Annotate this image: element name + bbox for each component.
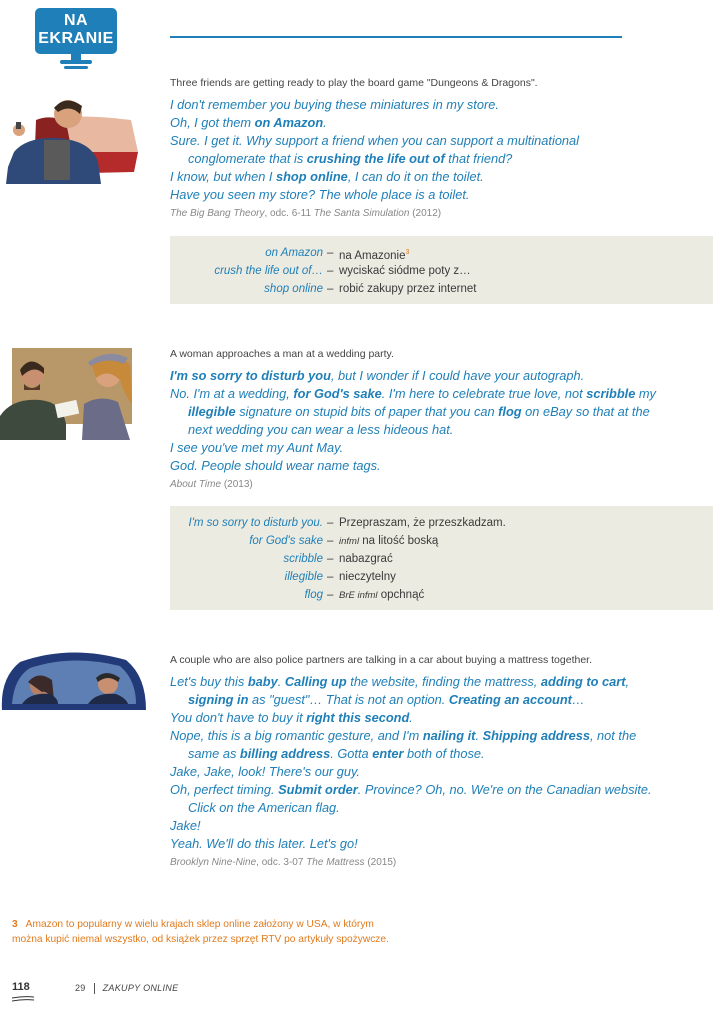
page-number-underline [12, 996, 34, 1002]
man-on-sofa-illustration [6, 92, 138, 184]
footnote-number: 3 [12, 919, 18, 930]
logo-line1: NA [63, 12, 89, 29]
dialogue-line: I see you've met my Aunt May. [170, 440, 344, 455]
page-number: 118 [12, 981, 30, 993]
dialogue-line: I don't remember you buying these miniatures in my store. [170, 97, 499, 112]
dialogue-line: God. People should wear name tags. [170, 458, 381, 473]
dialogue-line: Click on the American flag. [188, 800, 340, 815]
car-couple-illustration [0, 648, 146, 712]
chapter-divider [94, 983, 95, 994]
dialogue-line: Have you seen my store? The whole place is a toilet. [170, 187, 470, 202]
glossary-box-2 [170, 506, 713, 610]
dialogue-line: illegible signature on stupid bits of paper that you can flog on eBay so that at the [188, 404, 650, 419]
dialogue-line: Oh, I got them on Amazon. [170, 115, 327, 130]
dialogue-line: Jake, Jake, look! There's our guy. [170, 764, 360, 779]
dialogue-line: Nope, this is a big romantic gesture, and I'm nailing it. Shipping address, not the [170, 728, 637, 743]
glossary-row: scribble – nabazgrać [283, 553, 393, 565]
scene3-dialogue [170, 673, 652, 853]
dialogue-line: I know, but when I shop online, I can do it on the toilet. [170, 169, 484, 184]
chapter-label [75, 983, 178, 994]
scene1-intro: Three friends are getting ready to play the board game "Dungeons & Dragons". [170, 77, 538, 89]
dialogue-line: same as billing address. Gotta enter both of those. [188, 746, 485, 761]
glossary-row: crush the life out of… – wyciskać siódme poty z… [214, 265, 471, 277]
dialogue-line: You don't have to buy it right this second. [170, 710, 413, 725]
scene2-dialogue [170, 367, 656, 475]
scene2-source: About Time (2013) [170, 479, 253, 490]
glossary-row: illegible – nieczytelny [284, 571, 396, 583]
dialogue-line: I'm so sorry to disturb you, but I wonder if I could have your autograph. [170, 368, 585, 383]
header-rule [170, 36, 622, 38]
glossary-box-1 [170, 236, 713, 304]
glossary-row: flog – BrE infml opchnąć [304, 589, 425, 601]
glossary-row: shop online – robić zakupy przez internet [264, 283, 477, 295]
dialogue-line: Let's buy this baby. Calling up the website, finding the mattress, adding to cart, [170, 674, 630, 689]
scene1-source: The Big Bang Theory, odc. 6-11 The Santa Simulation (2012) [170, 208, 442, 219]
chapter-title: ZAKUPY ONLINE [102, 983, 179, 993]
glossary-row: for God's sake – infml na litość boską [249, 535, 439, 547]
scene3-intro: A couple who are also police partners are talking in a car about buying a mattress together. [170, 654, 592, 666]
dialogue-line: Sure. I get it. Why support a friend when you can support a multinational [170, 133, 580, 148]
footnote-ref: 3 [405, 249, 410, 256]
wedding-couple-illustration [0, 344, 140, 440]
glossary-row: I'm so sorry to disturb you. – Przepraszam, że przeszkadzam. [188, 517, 506, 529]
scene3-source: Brooklyn Nine-Nine, odc. 3-07 The Mattress (2015) [170, 857, 397, 868]
logo-line2: EKRANIE [38, 30, 114, 47]
scene1-dialogue [170, 96, 640, 204]
footnote [12, 917, 412, 947]
dialogue-line: Jake! [170, 818, 201, 833]
monitor-stand-icon [56, 54, 96, 72]
footnote-line: można kupić niemal wszystko, od książek przez sprzęt RTV po artykuły spożywcze. [12, 934, 389, 945]
dialogue-line: Oh, perfect timing. Submit order. Province? Oh, no. We're on the Canadian website. [170, 782, 652, 797]
glossary-row: on Amazon – na Amazonie$^3$ [265, 247, 410, 262]
dialogue-line: signing in as "guest"… That is not an option. Creating an account… [188, 692, 585, 707]
na-ekranie-logo [35, 8, 117, 54]
dialogue-line: Yeah. We'll do this later. Let's go! [170, 836, 358, 851]
chapter-number: 29 [75, 983, 86, 993]
register-tag: BrE infml [339, 590, 378, 601]
register-tag: infml [339, 536, 360, 547]
footnote-line: 3 Amazon to popularny w wielu krajach sklep online założony w USA, w którym [12, 919, 374, 930]
dialogue-line: conglomerate that is crushing the life out of that friend? [188, 151, 513, 166]
scene2-intro: A woman approaches a man at a wedding party. [170, 348, 394, 360]
dialogue-line: next wedding you can wear a less hideous hat. [188, 422, 454, 437]
dialogue-line: No. I'm at a wedding, for God's sake. I'm here to celebrate true love, not scribble my [170, 386, 656, 401]
